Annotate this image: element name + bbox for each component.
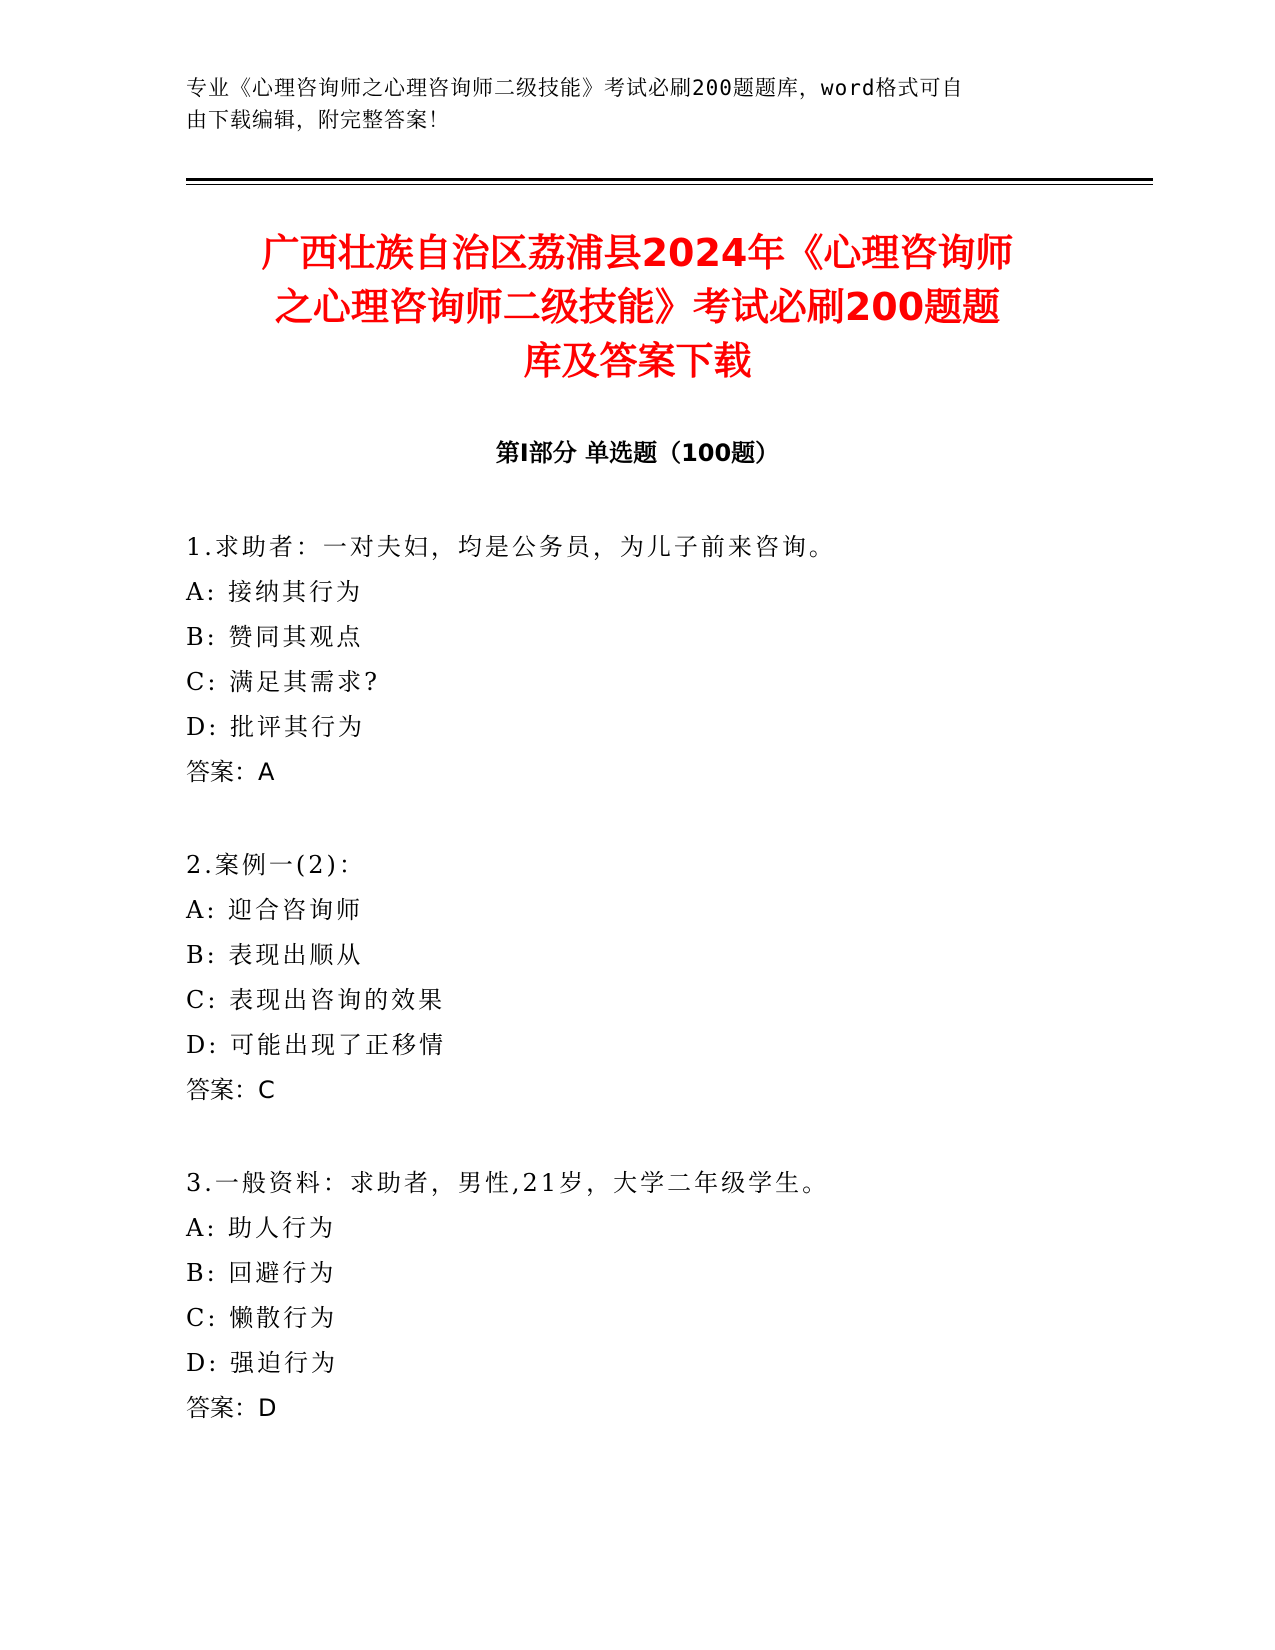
option-d: D: 批评其行为 <box>186 713 365 741</box>
header-divider-thick <box>186 178 1153 181</box>
option-c: C: 懒散行为 <box>186 1304 338 1332</box>
option-c: C: 满足其需求? <box>186 668 380 696</box>
option-a: A: 迎合咨询师 <box>186 896 364 924</box>
option-d: D: 可能出现了正移情 <box>186 1031 446 1059</box>
section-heading: 第I部分 单选题（100题） <box>495 439 780 467</box>
question-3 <box>186 1161 1089 1479</box>
option-b: B: 回避行为 <box>186 1259 337 1287</box>
header-note-line-2: 由下载编辑，附完整答案！ <box>186 108 450 132</box>
document-title <box>186 226 1089 388</box>
header-note-line-1: 专业《心理咨询师之心理咨询师二级技能》考试必刷200题题库，word格式可自 <box>186 76 964 100</box>
document-title-line-2: 之心理咨询师二级技能》考试必刷200题题 <box>274 285 1001 329</box>
header-note <box>186 72 1066 136</box>
header-divider-thin <box>186 184 1153 185</box>
question-1 <box>186 525 1089 843</box>
question-stem: 3.一般资料：求助者，男性,21岁，大学二年级学生。 <box>186 1169 830 1197</box>
option-b: B: 表现出顺从 <box>186 941 364 969</box>
document-title-line-3: 库及答案下载 <box>523 339 752 383</box>
document-title-line-1: 广西壮族自治区荔浦县2024年《心理咨询师 <box>261 231 1014 275</box>
answer-line: 答案：D <box>186 1394 277 1422</box>
question-2 <box>186 843 1089 1161</box>
option-d: D: 强迫行为 <box>186 1349 338 1377</box>
option-a: A: 助人行为 <box>186 1214 337 1242</box>
option-c: C: 表现出咨询的效果 <box>186 986 446 1014</box>
question-stem: 1.求助者：一对夫妇，均是公务员，为儿子前来咨询。 <box>186 533 836 561</box>
option-a: A: 接纳其行为 <box>186 578 364 606</box>
question-stem: 2.案例一(2)： <box>186 851 366 879</box>
option-b: B: 赞同其观点 <box>186 623 364 651</box>
answer-line: 答案：C <box>186 1076 275 1104</box>
question-list <box>186 525 1089 1479</box>
answer-line: 答案：A <box>186 758 275 786</box>
